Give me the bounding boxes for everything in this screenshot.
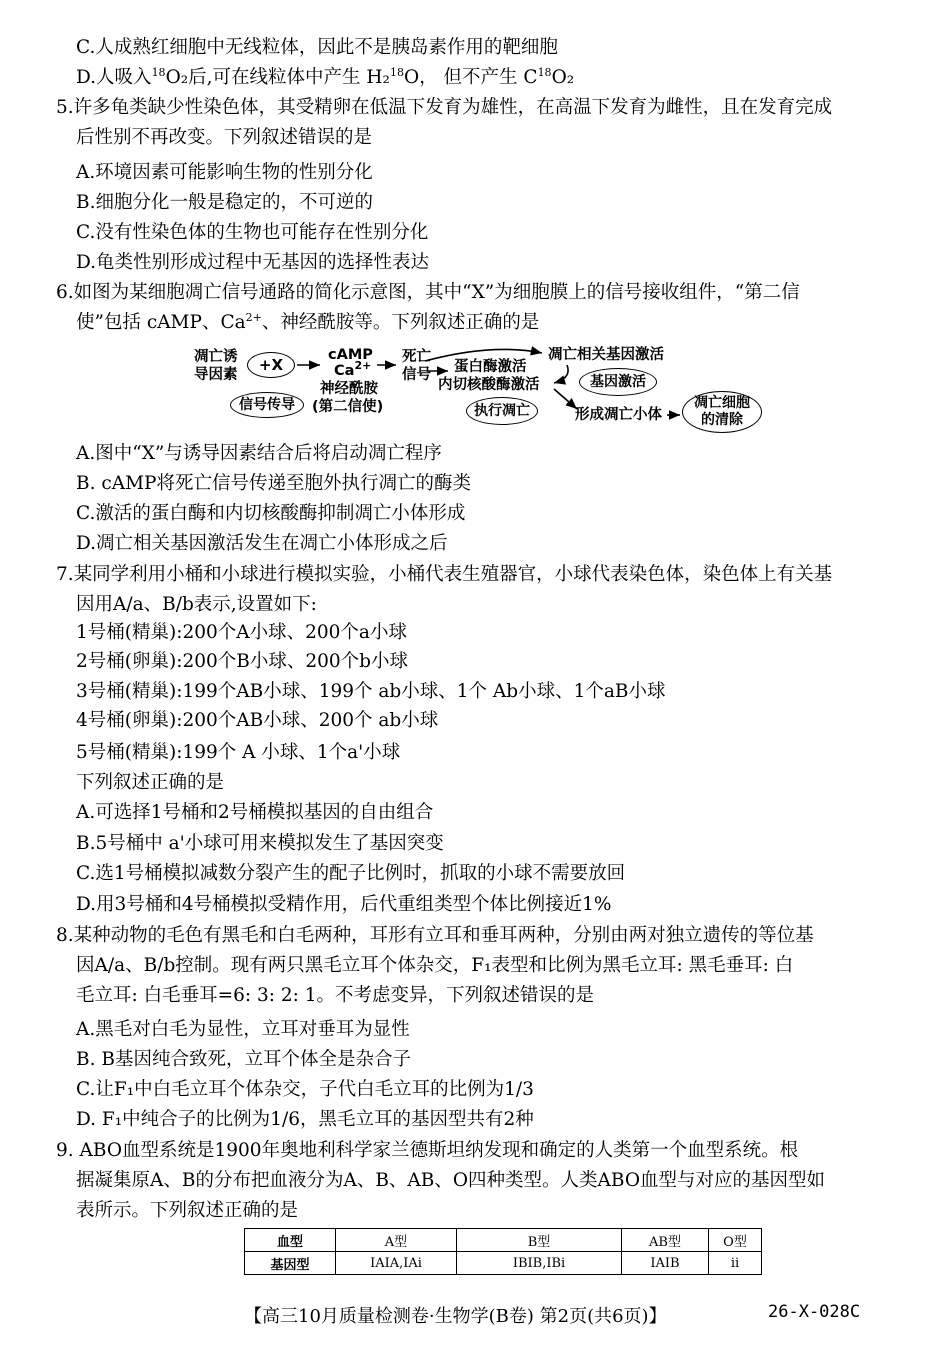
q7-stem-cont: 因用A/a、B/b表示,设置如下: [76,594,317,615]
q7-bucket-4: 4号桶(卵巢):200个AB小球、200个 ab小球 [76,710,439,731]
q6-stem: 6.如图为某细胞凋亡信号通路的简化示意图，其中“X”为细胞膜上的信号接收组件，“第二信 [56,282,800,303]
q6-option-b: B. cAMP将死亡信号传递至胞外执行凋亡的酶类 [76,473,471,494]
table-row [245,1252,762,1275]
q7-option-d: D.用3号桶和4号桶模拟受精作用，后代重组类型个体比例接近1% [76,894,612,915]
table-cell: ii [709,1252,762,1275]
inducer-label-2: 导因素 [194,367,238,383]
page-footer: 【高三10月质量检测卷·生物学(B卷) 第2页(共6页)】 [244,1306,667,1327]
table-cell: A型 [336,1229,457,1252]
q7-option-c: C.选1号桶模拟减数分裂产生的配子比例时，抓取的小球不需要放回 [76,863,626,884]
execute-apoptosis-node: 执行凋亡 [466,397,538,425]
table-cell: AB型 [622,1229,709,1252]
q8-option-c: C.让F₁中白毛立耳个体杂交，子代白毛立耳的比例为1/3 [76,1079,534,1100]
gene-activation-node: 基因激活 [579,368,657,396]
arrow-enzyme-to-body [554,389,577,409]
second-messenger-label: (第二信使) [312,399,384,415]
q6-option-a: A.图中“X”与诱导因素结合后将启动凋亡程序 [76,443,442,464]
q5-option-b: B.细胞分化一般是稳定的，不可逆的 [76,192,373,213]
q5-stem: 5.许多龟类缺少性染色体，其受精卵在低温下发育为雄性，在高温下发育为雌性，且在发育完成 [56,97,833,118]
table-header-genotype: 基因型 [245,1252,336,1275]
death-signal-label-2: 信号 [402,367,431,383]
q7-option-a: A.可选择1号桶和2号桶模拟基因的自由组合 [76,802,434,823]
blood-type-table [244,1228,762,1275]
table-cell: B型 [457,1229,622,1252]
q6-option-c: C.激活的蛋白酶和内切核酸酶抑制凋亡小体形成 [76,503,466,524]
q7-bucket-5: 5号桶(精巢):199个 A 小球、1个a'小球 [76,742,401,763]
q6-stem-cont: 使”包括 cAMP、$Ca^{2+}$、神经酰胺等。下列叙述正确的是 [76,310,540,333]
table-cell: IAIB [622,1252,709,1275]
q8-stem: 8.某种动物的毛色有黑毛和白毛两种，耳形有立耳和垂耳两种，分别由两对独立遗传的等位基 [56,925,814,946]
signal-transduction-node: 信号传导 [230,392,304,418]
q8-option-d: D. F₁中纯合子的比例为1/6，黑毛立耳的基因型共有2种 [76,1109,534,1130]
q8-stem-cont-1: 因A/a、B/b控制。现有两只黑毛立耳个体杂交，F₁表型和比例为黑毛立耳: 黑毛垂耳: 白 [76,955,794,976]
q9-stem: 9. ABO血型系统是1900年奥地利科学家兰德斯坦纳发现和确定的人类第一个血型系统。根 [56,1140,799,1161]
arrow-gene-to-enzyme [554,365,568,383]
q6-option-d: D.凋亡相关基因激活发生在凋亡小体形成之后 [76,533,448,554]
q4-option-c: C.人成熟红细胞中无线粒体，因此不是胰岛素作用的靶细胞 [76,37,558,58]
q4-option-d: D.人吸入$^{18}$O₂后,可在线粒体中产生 H₂$^{18}$O， 但不产生 $C^{18}O_2$ [76,65,575,88]
calcium-label: $Ca^{2+}$ [334,359,372,379]
q7-bucket-2: 2号桶(卵巢):200个B小球、200个b小球 [76,651,408,672]
x-receptor-node: +X [247,352,295,378]
paper-code: 26-X-028C [768,1302,861,1322]
q7-option-b: B.5号桶中 a'小球可用来模拟发生了基因突变 [76,833,444,854]
q7-bucket-1: 1号桶(精巢):200个A小球、200个a小球 [76,622,407,643]
nuclease-label: 内切核酸酶激活 [438,377,540,393]
gene-related-label: 凋亡相关基因激活 [548,347,664,363]
q7-bucket-3: 3号桶(精巢):199个AB小球、199个 ab小球、1个 Ab小球、1个aB小球 [76,681,666,702]
q8-option-a: A.黑毛对白毛为显性，立耳对垂耳为显性 [76,1019,410,1040]
table-cell: IAIA,IAi [336,1252,457,1275]
clearance-node: 凋亡细胞 的清除 [682,391,762,433]
death-signal-label-1: 死亡 [402,349,431,365]
q7-prompt: 下列叙述正确的是 [76,772,225,793]
camp-label: cAMP [328,347,373,363]
ceramide-label: 神经酰胺 [320,381,378,397]
q5-stem-cont: 后性别不再改变。下列叙述错误的是 [76,127,373,148]
q9-stem-cont-2: 表所示。下列叙述正确的是 [76,1200,299,1221]
apoptosis-pathway-diagram [192,343,772,438]
q5-option-a: A.环境因素可能影响生物的性别分化 [76,162,373,183]
q5-option-d: D.龟类性别形成过程中无基因的选择性表达 [76,252,430,273]
protease-label: 蛋白酶激活 [454,359,527,375]
q7-stem: 7.某同学利用小桶和小球进行模拟实验，小桶代表生殖器官，小球代表染色体，染色体上有关基 [56,564,833,585]
q5-option-c: C.没有性染色体的生物也可能存在性别分化 [76,222,429,243]
q9-stem-cont-1: 据凝集原A、B的分布把血液分为A、B、AB、O四种类型。人类ABO血型与对应的基因型如 [76,1170,826,1191]
table-cell: IBIB,IBi [457,1252,622,1275]
form-body-label: 形成凋亡小体 [575,407,662,423]
table-header-blood-type: 血型 [245,1229,336,1252]
table-cell: O型 [709,1229,762,1252]
table-row [245,1229,762,1252]
q8-stem-cont-2: 毛立耳: 白毛垂耳=6: 3: 2: 1。不考虑变异，下列叙述错误的是 [76,985,595,1006]
inducer-label-1: 凋亡诱 [194,349,238,365]
q8-option-b: B. B基因纯合致死，立耳个体全是杂合子 [76,1049,411,1070]
